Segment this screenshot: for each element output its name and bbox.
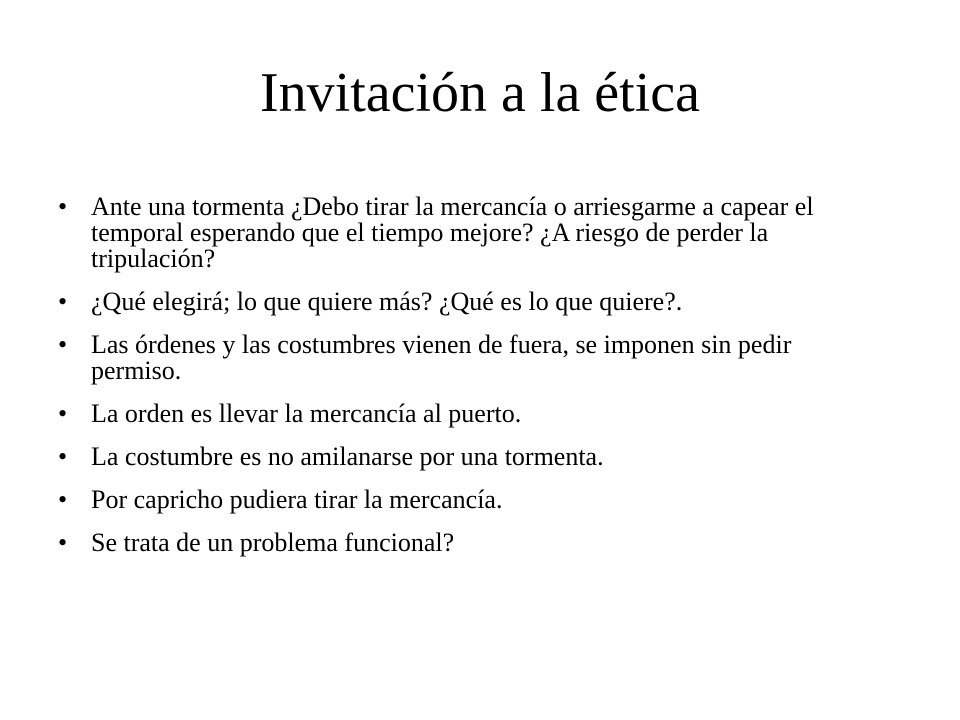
bullet-icon: • xyxy=(58,330,68,359)
bullet-icon: • xyxy=(58,485,68,514)
bullet-item xyxy=(58,194,858,272)
bullet-icon: • xyxy=(58,399,68,428)
bullet-icon: • xyxy=(58,528,68,557)
bullet-icon: • xyxy=(58,442,68,471)
bullet-text: Se trata de un problema funcional? xyxy=(91,528,455,557)
slide-title: Invitación a la ética xyxy=(260,62,700,124)
bullet-item xyxy=(58,530,858,556)
bullet-item xyxy=(58,401,858,427)
bullet-text: Las órdenes y las costumbres vienen de fuera, se imponen sin pedir permiso. xyxy=(91,330,792,385)
bullet-icon: • xyxy=(58,287,68,316)
bullet-text: La costumbre es no amilanarse por una tormenta. xyxy=(91,442,604,471)
bullet-item xyxy=(58,289,858,315)
bullet-item xyxy=(58,444,858,470)
bullet-text: Ante una tormenta ¿Debo tirar la mercancía o arriesgarme a capear el temporal esperando que el tiempo mejore? ¿A riesgo de perder la tripulación? xyxy=(91,192,814,273)
bullet-text: La orden es llevar la mercancía al puerto. xyxy=(91,399,522,428)
bullet-text: ¿Qué elegirá; lo que quiere más? ¿Qué es lo que quiere?. xyxy=(91,287,683,316)
bullet-item xyxy=(58,332,858,384)
bullet-icon: • xyxy=(58,192,68,221)
bullet-list xyxy=(58,194,858,573)
bullet-text: Por capricho pudiera tirar la mercancía. xyxy=(91,485,503,514)
bullet-item xyxy=(58,487,858,513)
